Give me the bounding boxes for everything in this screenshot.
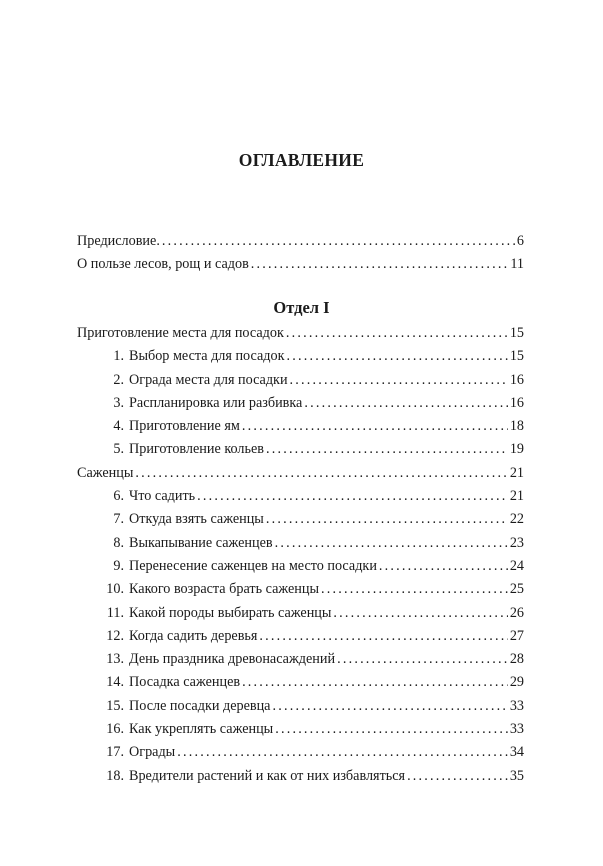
toc-entry-number: 7. xyxy=(113,511,124,528)
section-title: Отдел I xyxy=(273,298,330,317)
toc-entry-page-number: 26 xyxy=(509,604,524,621)
toc-entry-label: Перенесение саженцев на место посадки xyxy=(129,557,377,574)
toc-entry xyxy=(77,651,524,674)
dot-leader xyxy=(286,348,507,365)
dot-leader xyxy=(333,605,507,622)
toc-entry-page-number: 29 xyxy=(509,674,524,691)
toc-entry xyxy=(77,256,524,279)
page-title: ОГЛАВЛЕНИЕ xyxy=(238,150,365,170)
dot-leader xyxy=(177,744,508,761)
toc-entry xyxy=(77,628,524,651)
toc-entry-page-number: 24 xyxy=(509,557,524,574)
dot-leader xyxy=(304,395,507,412)
toc-entry-number: 10. xyxy=(106,581,124,598)
toc-entry-number: 6. xyxy=(113,488,124,505)
toc-entry-label: Какого возраста брать саженцы xyxy=(129,581,320,598)
toc-entry-label: Приготовление ям xyxy=(129,418,240,435)
toc-entry-number: 2. xyxy=(113,371,124,388)
dot-leader xyxy=(135,465,507,482)
toc-entry-label: День праздника древонасаждений xyxy=(129,651,336,668)
toc-entry xyxy=(77,698,524,721)
toc-entry-label: Откуда взять саженцы xyxy=(129,511,264,528)
toc-entry-number: 5. xyxy=(113,441,124,458)
toc-entry-page-number: 16 xyxy=(509,394,524,411)
toc-entry-label: О пользе лесов, рощ и садов xyxy=(77,256,249,273)
toc-entry-label: Выкапывание саженцев xyxy=(129,534,273,551)
dot-leader xyxy=(286,325,508,342)
dot-leader xyxy=(266,441,508,458)
intro-list xyxy=(77,233,524,280)
dot-leader xyxy=(197,488,508,505)
toc-entry-label: Выбор места для посадок xyxy=(129,348,285,365)
toc-entry-number: 8. xyxy=(113,534,124,551)
dot-leader xyxy=(162,233,515,250)
toc-entry-label: Ограда места для посадки xyxy=(129,371,288,388)
dot-leader xyxy=(379,558,508,575)
toc-entry-label: Ограды xyxy=(129,744,176,761)
toc-entry xyxy=(77,674,524,697)
dot-leader xyxy=(275,721,508,738)
section-list xyxy=(77,325,524,791)
toc-entry-page-number: 23 xyxy=(509,534,524,551)
toc-entry-label: Вредители растений и как от них избавляться xyxy=(129,767,406,784)
toc-entry xyxy=(77,441,524,464)
toc-entry-label: Посадка саженцев xyxy=(129,674,241,691)
toc-entry-number: 14. xyxy=(106,674,124,691)
dot-leader xyxy=(275,535,508,552)
toc-entry-label: Приготовление места для посадок xyxy=(77,325,284,341)
toc-entry-number: 15. xyxy=(106,697,124,714)
toc-entry xyxy=(77,558,524,581)
toc-entry xyxy=(77,418,524,441)
toc-entry xyxy=(77,768,524,791)
toc-entry-page-number: 25 xyxy=(509,581,524,598)
toc-entry-number: 16. xyxy=(106,721,124,738)
dot-leader xyxy=(272,698,507,715)
toc-entry xyxy=(77,721,524,744)
toc-entry-number: 9. xyxy=(113,557,124,574)
toc-entry-label: После посадки деревца xyxy=(129,697,271,714)
dot-leader xyxy=(251,256,509,273)
toc-entry-label: Приготовление кольев xyxy=(129,441,264,458)
toc-entry-page-number: 16 xyxy=(509,371,524,388)
toc-entry xyxy=(77,581,524,604)
toc-entry-page-number: 19 xyxy=(509,441,524,458)
dot-leader xyxy=(290,372,508,389)
toc-entry xyxy=(77,372,524,395)
toc-entry xyxy=(77,535,524,558)
toc-entry-number: 4. xyxy=(113,418,124,435)
toc-entry-number: 18. xyxy=(106,767,124,784)
toc-entry xyxy=(77,233,524,256)
toc-entry xyxy=(77,605,524,628)
dot-leader xyxy=(337,651,508,668)
toc-entry-number: 13. xyxy=(106,651,124,668)
dot-leader xyxy=(266,511,508,528)
toc-entry-label: Какой породы выбирать саженцы xyxy=(129,604,332,621)
toc-entry-page-number: 6 xyxy=(516,233,524,249)
toc-entry-label: Саженцы xyxy=(77,464,134,481)
toc-entry-page-number: 11 xyxy=(510,256,524,273)
dot-leader xyxy=(242,674,508,691)
toc-entry xyxy=(77,744,524,767)
toc-entry-page-number: 33 xyxy=(509,697,524,714)
toc-entry xyxy=(77,348,524,371)
toc-entry-label: Что садить xyxy=(129,488,196,505)
toc-entry-number: 11. xyxy=(106,604,124,621)
toc-entry-number: 17. xyxy=(106,744,124,761)
toc-entry-number: 1. xyxy=(113,348,124,365)
toc-entry-label: Предисловие. xyxy=(77,233,160,249)
dot-leader xyxy=(321,581,508,598)
toc-entry-page-number: 18 xyxy=(509,418,524,435)
toc-entry-label: Распланировка или разбивка xyxy=(129,394,303,411)
toc-entry-number: 3. xyxy=(113,394,124,411)
toc-entry-page-number: 33 xyxy=(509,721,524,738)
toc-entry-page-number: 15 xyxy=(509,325,524,341)
toc-entry xyxy=(77,511,524,534)
toc-entry xyxy=(77,325,524,348)
toc-entry xyxy=(77,465,524,488)
toc-entry-page-number: 34 xyxy=(509,744,524,761)
toc-entry-number: 12. xyxy=(106,627,124,644)
dot-leader xyxy=(242,418,508,435)
toc-entry-page-number: 21 xyxy=(509,488,524,505)
toc-entry-page-number: 21 xyxy=(509,464,524,481)
toc-entry-label: Когда садить деревья xyxy=(129,627,258,644)
dot-leader xyxy=(259,628,507,645)
toc-entry-label: Как укреплять саженцы xyxy=(129,721,274,738)
toc-entry-page-number: 22 xyxy=(509,511,524,528)
toc-entry-page-number: 15 xyxy=(509,348,524,365)
toc-entry xyxy=(77,395,524,418)
toc-entry-page-number: 28 xyxy=(509,651,524,668)
dot-leader xyxy=(407,768,508,785)
toc-entry-page-number: 35 xyxy=(509,767,524,784)
toc-entry-page-number: 27 xyxy=(509,627,524,644)
toc-entry xyxy=(77,488,524,511)
